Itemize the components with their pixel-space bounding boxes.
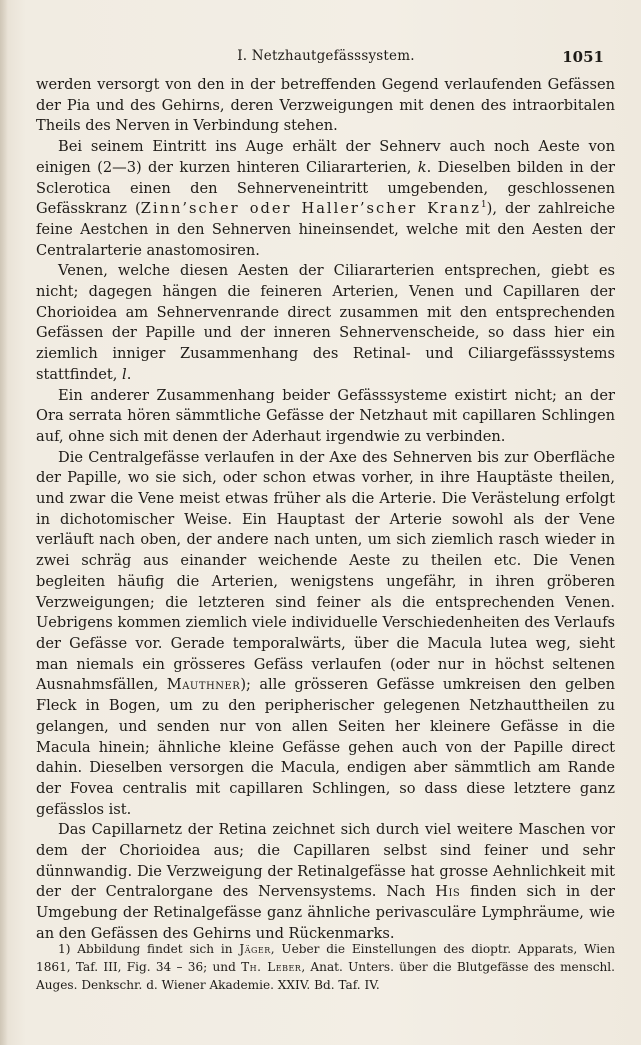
text-run: Th. Leber: [241, 960, 302, 974]
text-run: Ein anderer Zusammenhang beider Gefässsysteme existirt nicht; an der Ora serrata hören sämmtliche Gefässe der Netzhaut mit capillaren Schlingen auf, ohne sich mit denen der Aderhaut irgendwie zu verbinden.: [36, 386, 615, 445]
text-run: ); alle grösseren Gefässe umkreisen den gelben Fleck in Bogen, um zu den peripherischer gelegenen Netzhauttheilen zu gelangen, und senden nur von allen Seiten her kleinere Gefässe in die Macula hinein; ähnliche kleine Gefässe gehen auch von der Papille direct dahin. Dieselben versorgen die Macula, endigen aber sämmtlich am Rande der Fovea centralis mit capillaren Schlingen, so dass diese letztere ganz gefässlos ist.: [36, 676, 615, 818]
paragraph: [36, 386, 615, 448]
page-gutter-shadow: [0, 0, 8, 1045]
text-run: k: [417, 158, 427, 176]
paragraph: [36, 820, 615, 944]
text-run: Bei seinem Eintritt ins Auge erhält der Sehnerv auch noch Aeste von einigen (2—3) der kurzen hinteren Ciliararterien,: [36, 138, 615, 176]
text-run: finden sich in der Umgebung der Retinalgefässe ganz ähnliche perivasculäre Lymphräume, wie an den Gefässen des Gehirns und Rückenmarks.: [36, 883, 615, 942]
text-run: Das Capillarnetz der Retina zeichnet sich durch viel weitere Maschen vor dem der Chorioidea aus; die Capillaren selbst sind feiner und sehr dünnwandig. Die Verzweigung der Retinalgefässe hat grosse Aehnlichkeit mit der der Centralorgane des Nervensystems. Nach: [36, 821, 615, 901]
footnote-marker: 1: [480, 200, 487, 211]
text-run: ), der zahlreiche feine Aestchen in den Sehnerven hineinsendet, welche mit den Aesten der Centralarterie anastomosiren.: [36, 200, 615, 259]
running-header: [36, 48, 616, 70]
text-run: His: [435, 883, 461, 901]
paragraph: [36, 75, 615, 137]
paragraph: [36, 137, 615, 261]
text-run: l: [122, 365, 127, 383]
footnote-text: [36, 940, 615, 994]
text-run: 1) Abbildung findet sich in: [58, 942, 240, 956]
running-title: I. Netzhautgefässsystem.: [237, 48, 415, 64]
text-run: Zinn’scher oder Haller’scher Kranz: [140, 200, 481, 218]
text-run: Mauthner: [166, 676, 241, 694]
text-run: Die Centralgefässe verlaufen in der Axe des Sehnerven bis zur Oberfläche der Papille, wo sie sich, oder schon etwas vorher, in ihre Hauptäste theilen, und zwar die Vene meist etwas früher als die Arterie. Die Verästelung erfolgt in dichotomischer Weise. Ein Hauptast der Arterie sowohl als der Vene verläuft nach oben, der andere nach unten, um sich ziemlich rasch wieder in zwei schräg aus einander weichende Aeste zu theilen etc. Die Venen begleiten häufig die Arterien, wenigstens ungefähr, in ihren gröberen Verzweigungen; die letzteren sind feiner als die entsprechenden Venen. Uebrigens kommen ziemlich viele individuelle Verschiedenheiten des Verlaufs der Gefässe vor. Gerade temporalwärts, über die Macula lutea weg, sieht man niemals ein grösseres Gefäss verlaufen (oder nur in höchst seltenen Ausnahmsfällen,: [36, 448, 615, 694]
text-run: , Anat. Unters. über die Blutgefässe des menschl. Auges. Denkschr. d. Wiener Akademie. XXIV. Bd. Taf. IV.: [36, 960, 615, 992]
text-run: . Dieselben bilden in der Sclerotica einen den Sehnerveneintritt umgebenden, geschlossenen Gefässkranz (: [36, 158, 615, 218]
footnote: [36, 940, 615, 994]
paragraph: [36, 448, 615, 821]
page-number: 1051: [562, 48, 604, 66]
text-run: .: [126, 365, 132, 383]
text-run: werden versorgt von den in der betreffenden Gegend verlaufenden Gefässen der Pia und des Gehirns, deren Verzweigungen mit denen des intraorbitalen Theils des Nerven in Verbindung stehen.: [36, 76, 615, 135]
text-run: Venen, welche diesen Aesten der Ciliararterien entsprechen, giebt es nicht; dagegen hängen die feineren Arterien, Venen und Capillaren der Chorioidea am Sehnervenrande direct zusammen mit den entsprechenden Gefässen der Papille und der inneren Sehnervenscheide, so dass hier ein ziemlich inniger Zusammenhang des Retinal- und Ciliargefässsystems stattfindet,: [36, 262, 615, 383]
body-text: [36, 75, 615, 945]
text-run: Jäger: [239, 942, 271, 956]
paragraph: [36, 261, 615, 385]
text-run: , Ueber die Einstellungen des dioptr. Apparats, Wien 1861, Taf. III, Fig. 34 – 36; und: [36, 942, 616, 974]
